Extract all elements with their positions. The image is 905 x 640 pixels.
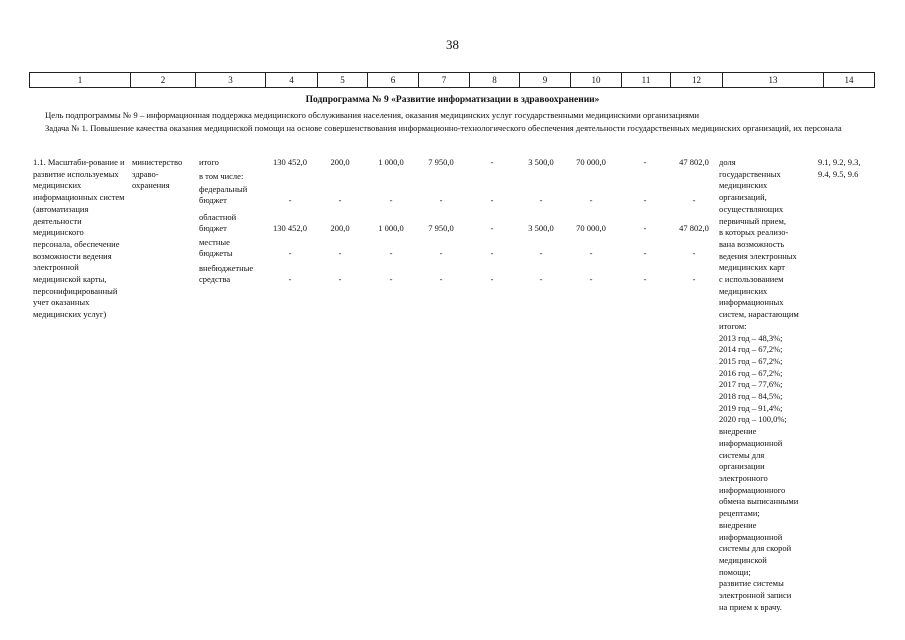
funding-value: 47 802,0 — [679, 223, 709, 233]
header-cell: 12 — [671, 73, 723, 88]
header-cell: 7 — [419, 73, 470, 88]
indicator-line: информационной — [719, 437, 783, 448]
indicator-line: обмена выписанными — [719, 496, 799, 507]
funding-value: - — [643, 223, 647, 233]
indicator-line: информационной — [719, 531, 783, 542]
funding-value: - — [692, 195, 696, 205]
indicator-line: рецептами; — [719, 508, 760, 519]
header-cell: 3 — [196, 73, 266, 88]
funding-value: - — [643, 157, 647, 167]
header-cell: 6 — [368, 73, 419, 88]
funding-value: - — [439, 195, 443, 205]
indicator-line: внедрение — [719, 519, 757, 530]
funding-value: 47 802,0 — [679, 157, 709, 167]
indicator-line: доля — [719, 157, 736, 167]
header-cell: 1 — [30, 73, 131, 88]
indicator-line: системы для скорой — [719, 543, 792, 554]
page-number: 38 — [446, 37, 459, 52]
funding-value: - — [539, 195, 543, 205]
funding-value: - — [338, 274, 342, 284]
indicator-line: 2020 год – 100,0%; — [719, 414, 787, 425]
funding-value: - — [288, 248, 292, 258]
funding-value: - — [539, 248, 543, 258]
funding-value: 130 452,0 — [273, 157, 307, 167]
indicator-line: вана возможность — [719, 238, 785, 249]
funding-value: - — [643, 248, 647, 258]
indicator-line: организации — [719, 461, 765, 472]
funding-value: - — [490, 274, 494, 284]
funding-value: 200,0 — [330, 157, 350, 167]
funding-value: - — [643, 195, 647, 205]
executor-name: министерство здраво-охранения — [132, 157, 183, 191]
funding-source-label: итого — [199, 157, 219, 167]
funding-value: - — [389, 195, 393, 205]
indicator-line: в которых реализо- — [719, 227, 789, 238]
funding-value: - — [643, 274, 647, 284]
indicator-line: 2013 год – 48,3%; — [719, 332, 783, 343]
funding-value: - — [589, 195, 593, 205]
indicator-line: на прием к врачу. — [719, 601, 782, 612]
funding-value: - — [692, 248, 696, 258]
indicator-line: первичный прием, — [719, 215, 786, 226]
indicator-line: ведения электронных — [719, 250, 797, 261]
indicator-line: 2014 год – 67,2%; — [719, 344, 783, 355]
funding-value: 3 500,0 — [528, 157, 554, 167]
subprogram-title: Подпрограмма № 9 «Развитие информатизации в здравоохранении» — [305, 95, 600, 105]
indicator-line: с использованием — [719, 274, 784, 285]
indicator-line: медицинских — [719, 285, 768, 296]
funding-value: - — [338, 195, 342, 205]
subprogram-task: Задача № 1. Повышение качества оказания медицинской помощи на основе совершенствования информационно-технологического обеспечения деятельности государственных медицинских организаций, их персонала — [45, 123, 842, 133]
indicator-line: итогом: — [719, 320, 747, 331]
funding-value: - — [692, 274, 696, 284]
indicator-line: 2015 год – 67,2%; — [719, 355, 783, 366]
funding-value: - — [490, 157, 494, 167]
header-cell: 9 — [520, 73, 571, 88]
header-cell: 14 — [824, 73, 875, 88]
funding-value: 200,0 — [330, 223, 350, 233]
indicator-line: помощи; — [719, 566, 751, 577]
funding-source-label: внебюджетные средства — [199, 263, 254, 284]
funding-source-label: областной бюджет — [199, 212, 237, 233]
header-cell: 13 — [723, 73, 824, 88]
indicator-line: 2019 год – 91,4%; — [719, 402, 783, 413]
indicator-line: систем, нарастающим — [719, 309, 799, 320]
indicator-line: 2016 год – 67,2%; — [719, 367, 783, 378]
funding-value: - — [589, 248, 593, 258]
subprogram-goal: Цель подпрограммы № 9 – информационная поддержка медицинского обслуживания населения, оказания медицинских услуг государственными медицинскими организациями — [45, 110, 700, 120]
funding-value: - — [389, 274, 393, 284]
funding-value: - — [589, 274, 593, 284]
funding-value: - — [389, 248, 393, 258]
indicator-line: информационных — [719, 297, 784, 308]
funding-value: - — [288, 274, 292, 284]
funding-value: 3 500,0 — [528, 223, 554, 233]
header-cell: 8 — [470, 73, 520, 88]
funding-source-label: местные бюджеты — [199, 237, 233, 258]
funding-source-label: федеральный бюджет — [199, 184, 248, 205]
funding-value: - — [490, 248, 494, 258]
indicator-line: 2018 год – 84,5%; — [719, 391, 783, 402]
indicator-line: развитие системы — [719, 578, 784, 589]
funding-value: - — [338, 248, 342, 258]
funding-value: 70 000,0 — [576, 157, 606, 167]
indicator-line: 2017 год – 77,6%; — [719, 379, 783, 390]
funding-value: - — [490, 195, 494, 205]
indicator-line: медицинских карт — [719, 262, 786, 273]
header-cell: 5 — [318, 73, 368, 88]
header-cell: 11 — [622, 73, 671, 88]
funding-value: - — [490, 223, 494, 233]
funding-value: - — [288, 195, 292, 205]
indicator-line: электронного — [719, 472, 768, 483]
indicator-line: осуществляющих — [719, 203, 784, 214]
header-cell: 2 — [131, 73, 196, 88]
target-indicators — [719, 157, 815, 613]
funding-value: - — [539, 274, 543, 284]
indicator-line: государственных — [719, 168, 781, 179]
column-header-table — [29, 72, 875, 88]
header-cell: 10 — [571, 73, 622, 88]
funding-value: 1 000,0 — [378, 157, 404, 167]
funding-value: 70 000,0 — [576, 223, 606, 233]
header-cell: 4 — [266, 73, 318, 88]
indicator-line: внедрение — [719, 426, 757, 437]
funding-value: - — [439, 248, 443, 258]
funding-value: 1 000,0 — [378, 223, 404, 233]
indicator-line: электронной записи — [719, 590, 792, 601]
funding-value: 7 950,0 — [428, 223, 454, 233]
funding-source-label: в том числе: — [199, 171, 244, 181]
indicator-line: системы для — [719, 449, 765, 460]
indicator-line: информационного — [719, 484, 786, 495]
indicator-line: медицинской — [719, 554, 767, 565]
funding-value: 7 950,0 — [428, 157, 454, 167]
funding-value: 130 452,0 — [273, 223, 307, 233]
measure-name: 1.1. Масштаби-рование и развитие используемых медицинских информационных систем (автоматизация деятельности медицинского персонала, обеспечение возможности ведения электронной медицинской карты, персонифицированный учет оказанных медицинских услуг) — [33, 157, 125, 320]
indicator-line: организаций, — [719, 192, 767, 203]
indicator-references: 9.1, 9.2, 9.3, 9.4, 9.5, 9.6 — [818, 157, 861, 179]
indicator-line: медицинских — [719, 180, 768, 191]
funding-value: - — [439, 274, 443, 284]
